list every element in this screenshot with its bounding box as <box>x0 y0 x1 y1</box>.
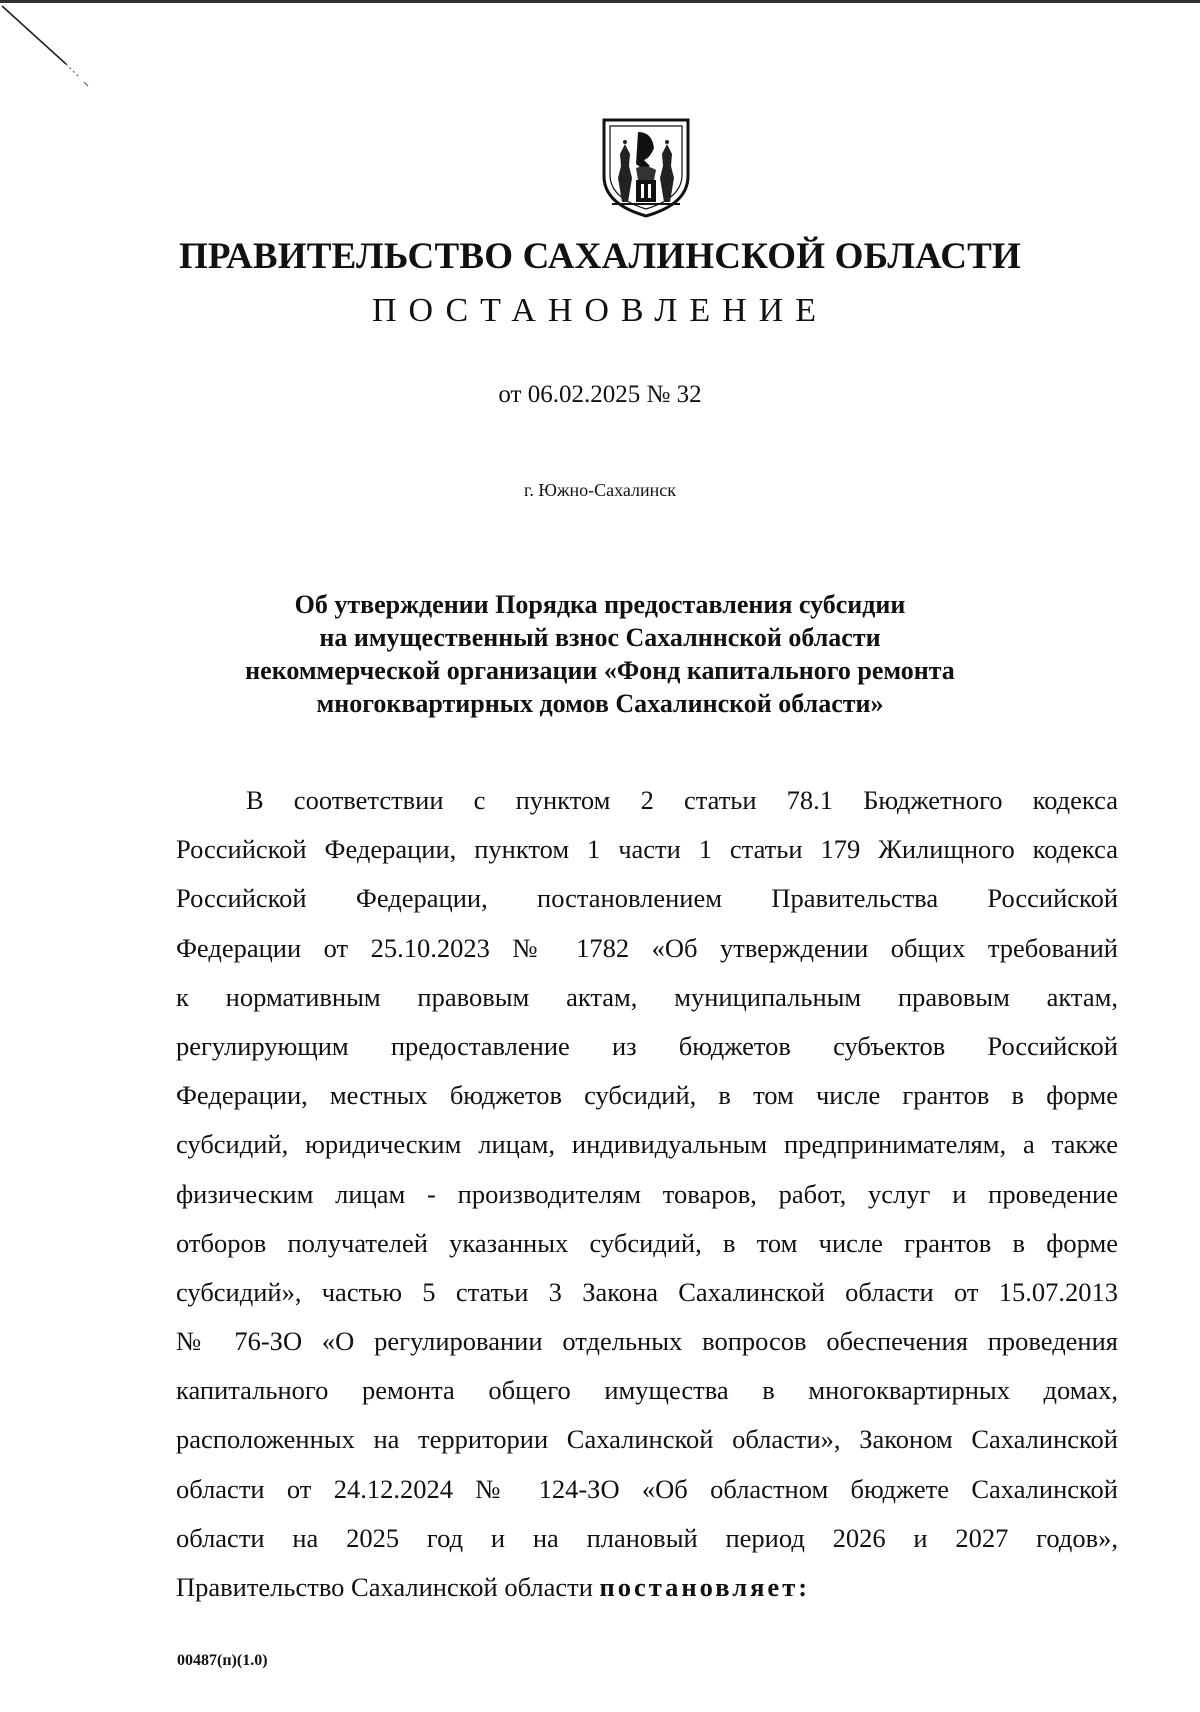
body-line: субсидий», частью 5 статьи 3 Закона Сахалинской области от 15.07.2013 <box>176 1276 1118 1307</box>
scan-top-border <box>0 0 1200 3</box>
document-body <box>176 780 1118 1616</box>
body-line: расположенных на территории Сахалинской области», Законом Сахалинской <box>176 1424 1118 1455</box>
organization-title: ПРАВИТЕЛЬСТВО САХАЛИНСКОЙ ОБЛАСТИ <box>178 236 1022 277</box>
heading-line: многоквартирных домов Сахалинской области» <box>316 689 884 718</box>
body-line: Федерации, местных бюджетов субсидий, в том числе грантов в форме <box>176 1080 1118 1111</box>
body-line: физическим лицам - производителям товаров, работ, услуг и проведение <box>176 1178 1118 1209</box>
document-city: г. Южно-Сахалинск <box>523 480 677 500</box>
body-line: к нормативным правовым актам, муниципальным правовым актам, <box>176 981 1118 1012</box>
body-line: № 76-ЗО «О регулировании отдельных вопросов обеспечения проведения <box>176 1326 1118 1357</box>
body-line: В соответствии с пунктом 2 статьи 78.1 Бюджетного кодекса <box>246 785 1118 815</box>
body-line: области от 24.12.2024 № 124-ЗО «Об областном бюджете Сахалинской <box>176 1473 1118 1504</box>
body-line: регулирующим предоставление из бюджетов субъектов Российской <box>176 1030 1118 1061</box>
resolution-keyword: постановляет: <box>599 1572 811 1602</box>
body-line: области на 2025 год и на плановый период 2026 и 2027 годов», <box>176 1522 1118 1553</box>
body-line-prefix: Правительство Сахалинской области <box>176 1572 600 1602</box>
heading-line: на имущественный взнос Сахалннской области <box>319 623 881 652</box>
body-line: Российской Федерации, постановлением Правительства Российской <box>176 883 1118 914</box>
body-line: Федерации от 25.10.2023 № 1782 «Об утверждении общих требований <box>176 932 1118 963</box>
heading-line: некоммерческой организации «Фонд капитального ремонта <box>245 656 955 685</box>
heading-line: Об утверждении Порядка предоставления субсидии <box>294 590 906 619</box>
body-line: субсидий, юридическим лицам, индивидуальным предпринимателям, а также <box>176 1129 1118 1160</box>
body-line-final <box>176 1567 1118 1616</box>
body-line: отборов получателей указанных субсидий, в том числе грантов в форме <box>176 1227 1118 1258</box>
body-line: Российской Федерации, пунктом 1 части 1 статьи 179 Жилищного кодекса <box>176 834 1118 865</box>
scan-mark-icon <box>0 0 110 100</box>
document-heading <box>150 588 1050 720</box>
document-type: ПОСТАНОВЛЕНИЕ <box>371 292 829 329</box>
body-line: капитального ремонта общего имущества в многоквартирных домах, <box>176 1375 1118 1406</box>
document-date-number: от 06.02.2025 № 32 <box>498 381 702 408</box>
sakhalin-coat-of-arms-icon <box>598 118 694 218</box>
document-code: 00487(п)(1.0) <box>177 1652 268 1669</box>
